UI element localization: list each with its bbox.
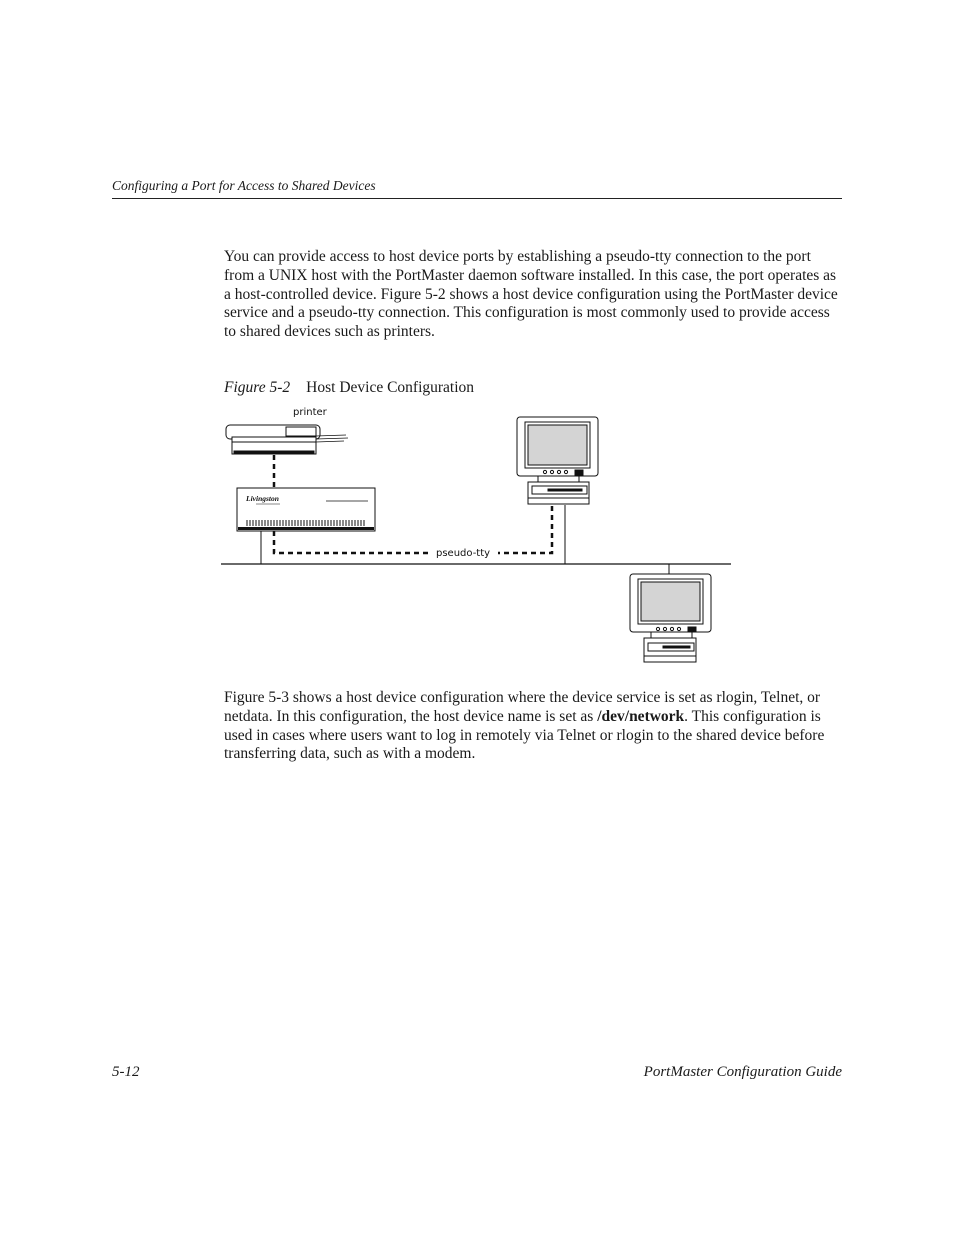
running-header: Configuring a Port for Access to Shared Devices	[112, 178, 376, 193]
para2-text-start: Figure 5-3 shows a host device configuration where the device service is set as rlogin, Telnet, or netdata. In this configuration, the host device name is set as	[224, 689, 821, 725]
printer-icon	[226, 425, 348, 454]
header-rule	[112, 198, 842, 199]
figure-caption	[224, 379, 474, 397]
body-paragraph-2	[224, 689, 842, 764]
figure-title: Host Device Configuration	[306, 379, 475, 396]
portmaster-logo	[245, 494, 280, 504]
figure-number: Figure 5-2	[224, 379, 291, 396]
remote-workstation-icon	[630, 574, 711, 662]
portmaster-icon	[237, 488, 375, 531]
page-number: 5-12	[112, 1064, 140, 1080]
book-title: PortMaster Configuration Guide	[643, 1064, 842, 1080]
device-name-bold: /dev/network	[597, 707, 685, 725]
svg-text:Livingston: Livingston	[246, 494, 279, 503]
para2-text-end: . This configuration is used in cases where users want to log in remotely via Telnet or rlogin to the shared device before transferring data, such as with a modem.	[224, 707, 825, 763]
host-workstation-icon	[517, 417, 598, 504]
pseudo-tty-label: pseudo-tty	[436, 548, 491, 559]
host-device-diagram	[218, 398, 738, 670]
printer-label: printer	[293, 407, 327, 418]
body-paragraph-1: You can provide access to host device ports by establishing a pseudo-tty connection to the port from a UNIX host with the PortMaster daemon software installed. In this case, the port operates as a host-controlled device. Figure 5-2 shows a host device configuration using the PortMaster device service and a pseudo-tty connection. This configuration is most commonly used to provide access to shared devices such as printers.	[224, 248, 838, 341]
